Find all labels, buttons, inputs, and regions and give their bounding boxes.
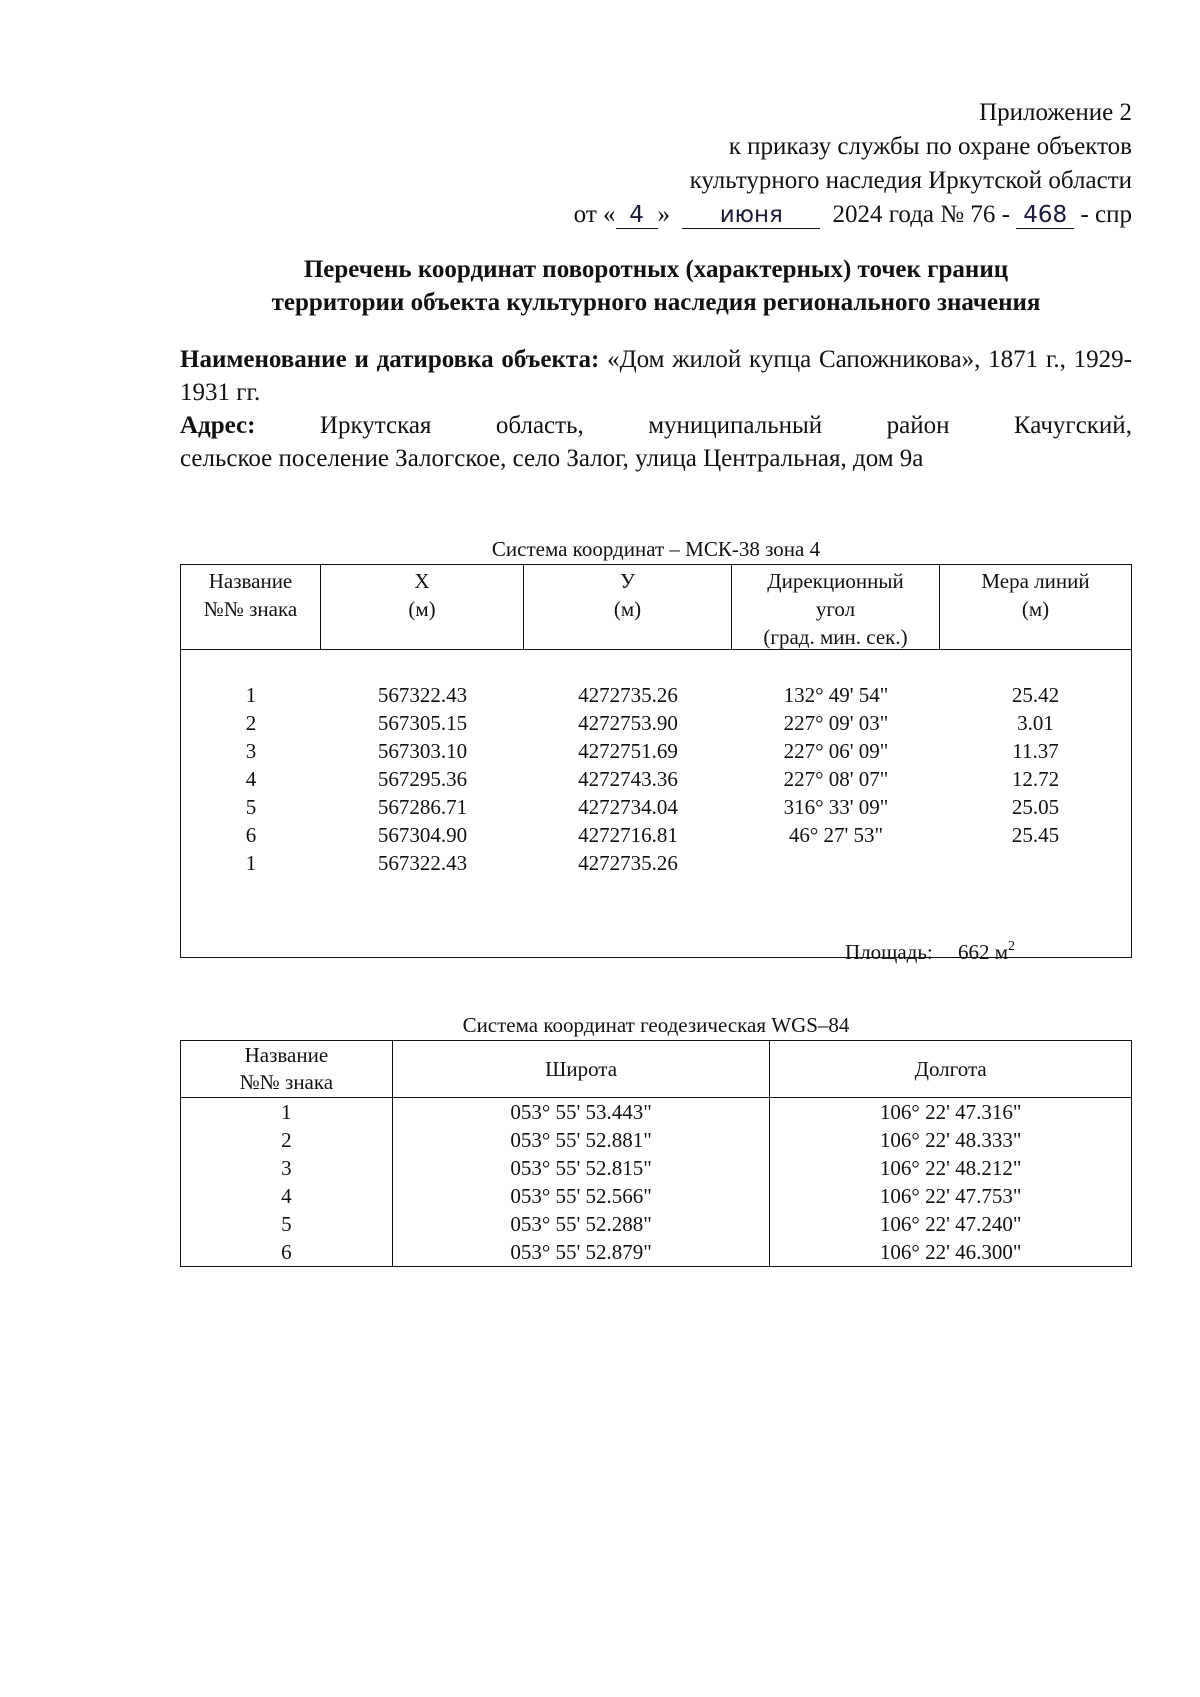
y-coordinate: 4272735.26 <box>578 683 678 707</box>
header-line-length <box>940 565 1131 649</box>
header-text: Дирекционный <box>767 569 904 593</box>
object-name-label: Наименование и датировка объекта: <box>180 346 600 373</box>
table-row <box>181 849 1131 877</box>
header-text: (м) <box>613 597 642 621</box>
area-summary <box>845 933 1015 966</box>
address-label: Адрес: <box>180 412 256 439</box>
point-number: 4 <box>245 767 257 791</box>
table-row <box>181 1126 1132 1154</box>
point-number: 1 <box>245 851 257 875</box>
issuing-authority: культурного наследия Иркутской области <box>689 167 1132 194</box>
point-number: 6 <box>245 823 257 847</box>
header-text: (м) <box>408 597 436 621</box>
area-unit-superscript: 2 <box>1008 939 1016 954</box>
document-title <box>180 253 1132 319</box>
point-number: 2 <box>181 1126 393 1154</box>
x-coordinate: 567322.43 <box>377 851 468 875</box>
table1-caption: Система координат – МСК-38 зона 4 <box>491 537 821 561</box>
point-number: 4 <box>181 1182 393 1210</box>
header-x <box>321 565 524 649</box>
point-number: 6 <box>181 1238 393 1267</box>
longitude: 106° 22' 47.240" <box>770 1210 1132 1238</box>
longitude: 106° 22' 48.333" <box>770 1126 1132 1154</box>
handwritten-day: 4 <box>616 202 658 229</box>
header-latitude: Широта <box>392 1041 770 1098</box>
x-coordinate: 567305.15 <box>377 711 468 735</box>
appendix-number: Приложение 2 <box>979 99 1132 126</box>
line-length: 11.37 <box>1012 739 1059 763</box>
object-name-value: «Дом жилой купца Сапожникова», 1871 г., 1929-1931 гг. <box>180 346 1132 406</box>
y-coordinate: 4272751.69 <box>578 739 678 763</box>
title-line-1: Перечень координат поворотных (характерных) точек границ <box>303 256 1009 283</box>
direction-angle: 316° 33' 09" <box>783 795 889 819</box>
header-text: У <box>620 569 635 593</box>
line-length: 25.05 <box>1011 795 1060 819</box>
address-word: муниципальный <box>648 412 823 439</box>
address-line-1 <box>180 409 1132 442</box>
header-point-name <box>181 1041 393 1098</box>
title-line-2: территории объекта культурного наследия регионального значения <box>271 289 1041 316</box>
longitude: 106° 22' 47.753" <box>770 1182 1132 1210</box>
longitude: 106° 22' 46.300" <box>770 1238 1132 1267</box>
table-row <box>181 1210 1132 1238</box>
area-label: Площадь: <box>845 940 933 964</box>
table-row <box>181 1238 1132 1267</box>
address-word: Качугский, <box>1013 412 1132 439</box>
latitude: 053° 55' 52.566" <box>392 1182 770 1210</box>
address-word: район <box>886 412 950 439</box>
header-direction-angle <box>732 565 940 649</box>
address-word: область, <box>495 412 584 439</box>
direction-angle: 227° 09' 03" <box>783 711 889 735</box>
header-text: №№ знака <box>239 1070 334 1094</box>
handwritten-order-number: 468 <box>1016 202 1074 229</box>
x-coordinate: 567304.90 <box>377 823 468 847</box>
table-row <box>181 765 1131 793</box>
line-length: 3.01 <box>1017 711 1054 735</box>
x-coordinate: 567303.10 <box>377 739 468 763</box>
header-text: Мера линий <box>981 569 1090 593</box>
latitude: 053° 55' 52.879" <box>392 1238 770 1267</box>
header-y <box>524 565 732 649</box>
address-word: Иркутская <box>319 412 432 439</box>
y-coordinate: 4272734.04 <box>578 795 678 819</box>
longitude: 106° 22' 47.316" <box>770 1098 1132 1127</box>
address-line-2: сельское поселение Залогское, село Залог, улица Центральная, дом 9а <box>180 445 924 472</box>
line-length: 25.42 <box>1011 683 1060 707</box>
y-coordinate: 4272743.36 <box>578 767 678 791</box>
latitude: 053° 55' 52.288" <box>392 1210 770 1238</box>
header-text: №№ знака <box>203 597 298 621</box>
handwritten-month: июня <box>682 202 820 229</box>
table-row <box>181 737 1131 765</box>
point-number: 3 <box>181 1154 393 1182</box>
direction-angle: 132° 49' 54" <box>783 683 889 707</box>
y-coordinate: 4272735.26 <box>578 851 678 875</box>
msk38-coordinates-table <box>180 564 1132 964</box>
point-number: 1 <box>181 1098 393 1127</box>
header-longitude: Долгота <box>770 1041 1132 1098</box>
date-prefix: от « <box>573 201 616 228</box>
latitude: 053° 55' 52.815" <box>392 1154 770 1182</box>
point-number: 2 <box>245 711 257 735</box>
order-suffix: - спр <box>1080 201 1132 228</box>
direction-angle: 46° 27' 53" <box>788 823 884 847</box>
year-and-number: 2024 года № 76 - <box>832 201 1010 228</box>
table1-body <box>181 650 1131 964</box>
longitude: 106° 22' 48.212" <box>770 1154 1132 1182</box>
wgs84-coordinates-table <box>180 1040 1132 1267</box>
table2-caption: Система координат геодезическая WGS–84 <box>462 1013 850 1037</box>
table-row <box>181 709 1131 737</box>
table2-header-row <box>181 1041 1132 1098</box>
date-quote-close: » <box>657 201 671 228</box>
table-row <box>181 1182 1132 1210</box>
order-reference: к приказу службы по охране объектов <box>728 133 1132 160</box>
header-text: Название <box>208 569 293 593</box>
header-text: (м) <box>1021 597 1050 621</box>
latitude: 053° 55' 52.881" <box>392 1126 770 1154</box>
y-coordinate: 4272716.81 <box>578 823 678 847</box>
header-text: Название <box>244 1043 329 1067</box>
x-coordinate: 567286.71 <box>377 795 468 819</box>
table-row <box>181 821 1131 849</box>
direction-angle: 227° 06' 09" <box>783 739 889 763</box>
table-row <box>181 1154 1132 1182</box>
area-value: 662 м <box>957 940 1009 964</box>
object-name-paragraph <box>180 343 1132 409</box>
y-coordinate: 4272753.90 <box>578 711 678 735</box>
header-text: угол <box>815 597 856 621</box>
table-row <box>181 681 1131 709</box>
latitude: 053° 55' 53.443" <box>392 1098 770 1127</box>
header-point-name <box>181 565 321 649</box>
order-date-line <box>574 198 1132 232</box>
line-length: 12.72 <box>1011 767 1060 791</box>
line-length: 25.45 <box>1011 823 1060 847</box>
table1-header <box>181 565 1131 650</box>
point-number: 5 <box>181 1210 393 1238</box>
header-text: (град. мин. сек.) <box>763 625 908 649</box>
appendix-header <box>574 96 1132 232</box>
address-paragraph <box>180 409 1132 475</box>
x-coordinate: 567322.43 <box>377 683 468 707</box>
table-row <box>181 793 1131 821</box>
point-number: 5 <box>245 795 257 819</box>
x-coordinate: 567295.36 <box>377 767 468 791</box>
point-number: 3 <box>245 739 257 763</box>
point-number: 1 <box>245 683 257 707</box>
table-row <box>181 1098 1132 1127</box>
direction-angle: 227° 08' 07" <box>783 767 889 791</box>
header-text: Х <box>414 569 430 593</box>
